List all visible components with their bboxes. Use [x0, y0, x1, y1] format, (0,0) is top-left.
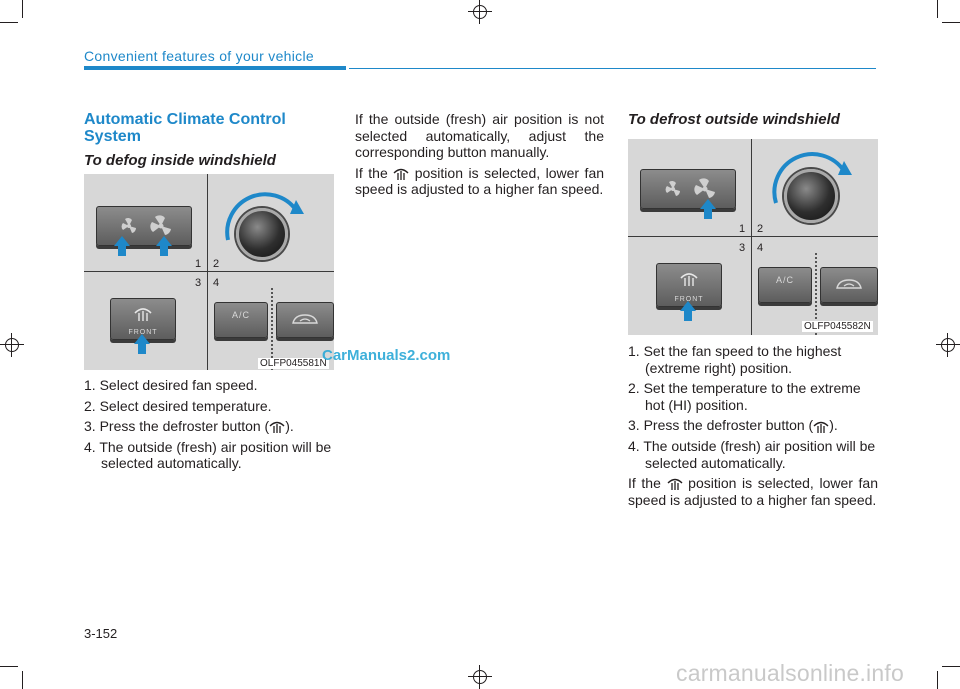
callout-4: 4 [757, 242, 764, 254]
temperature-arc [766, 151, 856, 211]
paragraph: If the outside (fresh) air position is not selected automatically, adjust the corresponding button manually. [355, 111, 604, 161]
recirculation-button [276, 302, 334, 338]
middle-text [355, 111, 604, 202]
fan-buttons [96, 206, 192, 246]
crop-mark [22, 0, 23, 18]
registration-mark [468, 665, 492, 689]
defroster-icon [679, 270, 699, 288]
temperature-arc [218, 190, 308, 250]
callout-2: 2 [757, 223, 764, 235]
figure-code: OLFP045582N [804, 321, 871, 332]
callout-3: 3 [195, 277, 202, 289]
callout-1: 1 [195, 258, 202, 270]
crop-mark [937, 671, 938, 689]
callout-2: 2 [213, 258, 220, 270]
figure-code: OLFP045581N [260, 358, 327, 369]
defroster-icon [133, 305, 153, 323]
page-number: 3-152 [84, 626, 118, 641]
callout-1: 1 [739, 223, 746, 235]
list-item: 3. Press the defroster button ( ). [84, 418, 294, 435]
ac-label: A/C [231, 310, 250, 320]
list-item: 3. Press the defroster button ( ). [628, 417, 838, 434]
figure-divider [628, 236, 878, 237]
defog-figure [84, 174, 334, 370]
ac-label: A/C [775, 275, 794, 285]
list-item: 1. Select desired fan speed. [84, 377, 258, 393]
registration-mark [468, 0, 492, 24]
section-title: Automatic Climate Control System [84, 111, 286, 145]
crop-mark [22, 671, 23, 689]
paragraph: If the position is selected, lower fan speed is adjusted to a higher fan speed. [355, 164, 605, 198]
watermark-top: CarManuals2.com [322, 347, 451, 364]
registration-mark [0, 333, 24, 357]
list-item: 4. The outside (fresh) air position will be selected automatically. [84, 438, 332, 472]
figure-divider [84, 271, 334, 272]
defrost-figure [628, 139, 878, 335]
crop-mark [0, 666, 18, 667]
callout-4: 4 [213, 277, 220, 289]
registration-mark [936, 333, 960, 357]
watermark-bottom: carmanualsonline.info [676, 660, 904, 686]
list-item: 4. The outside (fresh) air position will be selected automatically. [628, 437, 876, 471]
chapter-title: Convenient features of your vehicle [84, 48, 314, 64]
paragraph: If the position is selected, lower fan speed is adjusted to a higher fan speed. [628, 475, 879, 508]
defog-subtitle: To defog inside windshield [84, 152, 276, 169]
figure-divider [751, 139, 752, 335]
fan-icon [97, 207, 191, 245]
list-item: 1. Set the fan speed to the highest (extreme right) position. [628, 343, 842, 376]
ac-button [758, 267, 812, 303]
defog-steps [84, 377, 334, 476]
figure-divider [207, 174, 208, 370]
defroster-icon [667, 477, 683, 491]
front-label: FRONT [674, 296, 704, 303]
chapter-bar [84, 66, 346, 70]
crop-mark [942, 666, 960, 667]
crop-mark [0, 22, 18, 23]
fan-buttons [640, 169, 736, 209]
recirculation-button [820, 267, 878, 303]
air-recirculation-icon [835, 276, 863, 292]
defrost-steps [628, 343, 878, 512]
defroster-icon [813, 420, 829, 434]
list-item: 2. Select desired temperature. [84, 397, 272, 414]
air-recirculation-icon [291, 311, 319, 327]
front-label: FRONT [128, 329, 158, 336]
defrost-subtitle: To defrost outside windshield [628, 111, 840, 128]
fan-icon [641, 170, 735, 208]
crop-mark [937, 0, 938, 18]
chapter-rule [349, 68, 876, 69]
crop-mark [942, 22, 960, 23]
defroster-icon [393, 167, 409, 181]
callout-3: 3 [739, 242, 746, 254]
ac-button [214, 302, 268, 338]
defroster-icon [269, 420, 285, 434]
list-item: 2. Set the temperature to the extreme hot (HI) position. [628, 380, 861, 413]
